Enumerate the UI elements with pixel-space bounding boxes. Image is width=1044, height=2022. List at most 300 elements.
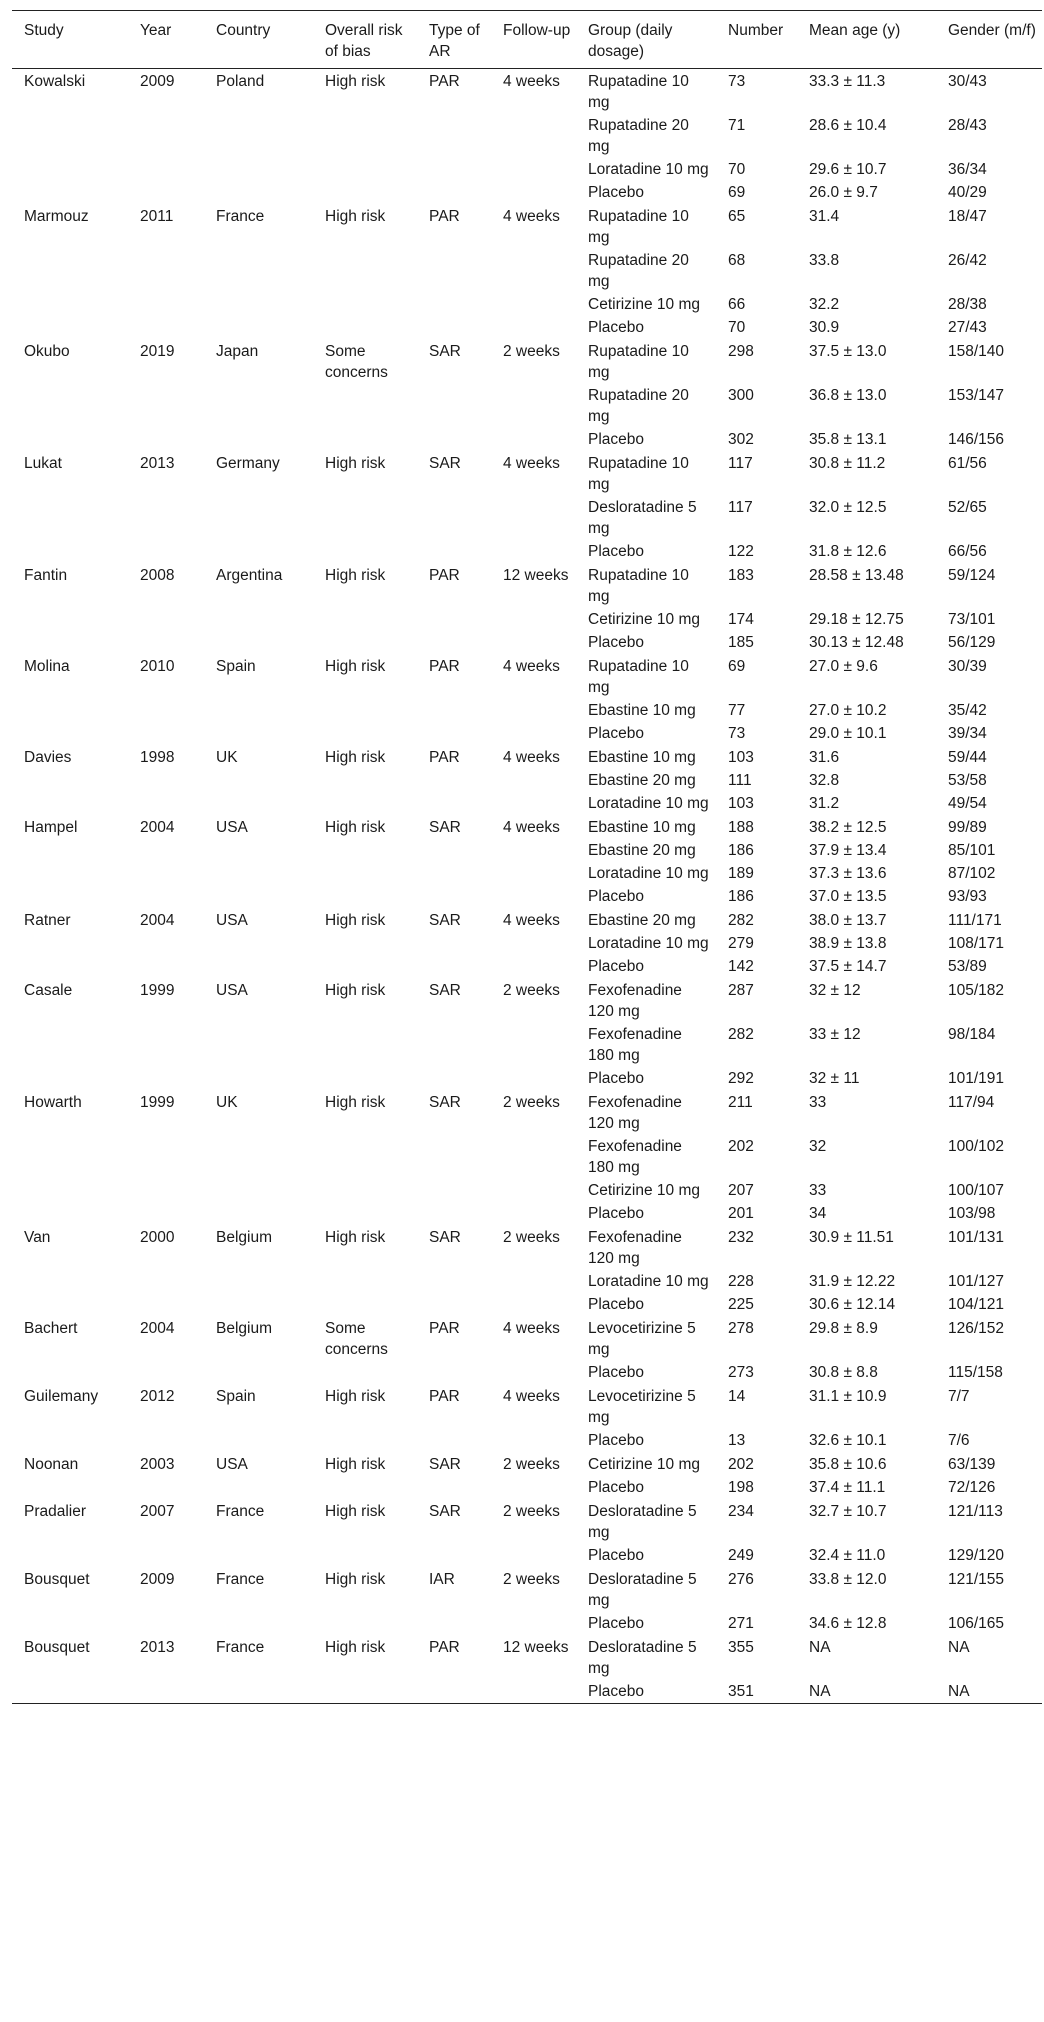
cell-follow-up	[491, 316, 576, 339]
cell-group: Levocetirizine 5 mg	[588, 1320, 696, 1358]
cell-number: 298	[728, 343, 754, 360]
cell-study	[12, 1293, 128, 1316]
table-row	[12, 1635, 1042, 1680]
cell-type-of-ar	[417, 955, 491, 978]
cell-country	[204, 428, 313, 451]
cell-study: Ratner	[24, 912, 71, 929]
cell-number: 183	[728, 567, 754, 584]
cell-risk-of-bias	[313, 1023, 417, 1067]
cell-risk-of-bias: Some concerns	[325, 343, 388, 381]
cell-type-of-ar: PAR	[429, 208, 460, 225]
cell-year	[128, 885, 204, 908]
cell-type-of-ar: PAR	[429, 1639, 460, 1656]
cell-gender: 108/171	[948, 935, 1005, 952]
cell-year	[128, 384, 204, 428]
cell-number: 73	[728, 725, 746, 742]
cell-risk-of-bias	[313, 1429, 417, 1452]
cell-mean-age: 38.9 ± 13.8	[809, 935, 887, 952]
cell-mean-age: 35.8 ± 13.1	[809, 431, 887, 448]
cell-gender: 85/101	[948, 842, 996, 859]
cell-group: Rupatadine 10 mg	[588, 73, 689, 111]
cell-country	[204, 839, 313, 862]
cell-year	[128, 496, 204, 540]
cell-mean-age: 27.0 ± 9.6	[809, 658, 878, 675]
cell-study: Bachert	[24, 1320, 78, 1337]
cell-risk-of-bias	[313, 316, 417, 339]
cell-year	[128, 839, 204, 862]
cell-gender: 98/184	[948, 1026, 996, 1043]
cell-group: Placebo	[588, 431, 645, 448]
cell-group: Placebo	[588, 184, 645, 201]
cell-study	[12, 1023, 128, 1067]
cell-study: Lukat	[24, 455, 62, 472]
cell-year	[128, 792, 204, 815]
cell-risk-of-bias: High risk	[325, 912, 386, 929]
table-row	[12, 815, 1042, 839]
cell-gender: 106/165	[948, 1615, 1005, 1632]
cell-follow-up	[491, 1429, 576, 1452]
cell-type-of-ar: PAR	[429, 73, 460, 90]
cell-mean-age: 35.8 ± 10.6	[809, 1456, 887, 1473]
cell-mean-age: 32 ± 12	[809, 982, 861, 999]
cell-risk-of-bias	[313, 158, 417, 181]
cell-country: Germany	[216, 455, 280, 472]
cell-gender: 101/127	[948, 1273, 1005, 1290]
cell-group: Desloratadine 5 mg	[588, 1503, 697, 1541]
cell-gender: 117/94	[948, 1094, 995, 1111]
cell-gender: 35/42	[948, 702, 987, 719]
cell-gender: 28/43	[948, 117, 987, 134]
cell-country: UK	[216, 749, 238, 766]
table-row	[12, 932, 1042, 955]
cell-risk-of-bias	[313, 1476, 417, 1499]
cell-country	[204, 1023, 313, 1067]
cell-study: Marmouz	[24, 208, 89, 225]
cell-mean-age: 32 ± 11	[809, 1070, 860, 1087]
cell-year	[128, 932, 204, 955]
cell-gender: 30/43	[948, 73, 987, 90]
cell-number: 103	[728, 795, 754, 812]
table-row	[12, 1612, 1042, 1635]
cell-gender: 129/120	[948, 1547, 1005, 1564]
cell-type-of-ar	[417, 1293, 491, 1316]
table-row	[12, 908, 1042, 932]
cell-year	[128, 1202, 204, 1225]
cell-type-of-ar	[417, 1361, 491, 1384]
cell-group: Placebo	[588, 1364, 645, 1381]
cell-gender: 158/140	[948, 343, 1005, 360]
cell-type-of-ar	[417, 1476, 491, 1499]
cell-country	[204, 885, 313, 908]
cell-follow-up	[491, 1067, 576, 1090]
cell-country: Argentina	[216, 567, 283, 584]
cell-country	[204, 1544, 313, 1567]
cell-country: Japan	[216, 343, 259, 360]
cell-risk-of-bias: High risk	[325, 982, 386, 999]
cell-follow-up	[491, 699, 576, 722]
cell-year	[128, 1293, 204, 1316]
cell-follow-up	[491, 722, 576, 745]
header-follow-up: Follow-up	[503, 22, 571, 39]
cell-type-of-ar	[417, 862, 491, 885]
cell-number: 232	[728, 1229, 754, 1246]
cell-year: 2010	[140, 658, 175, 675]
cell-follow-up: 4 weeks	[503, 1388, 560, 1405]
cell-group: Rupatadine 10 mg	[588, 658, 689, 696]
cell-gender: 99/89	[948, 819, 987, 836]
cell-gender: 7/7	[948, 1388, 970, 1405]
cell-gender: 27/43	[948, 319, 987, 336]
cell-follow-up	[491, 1476, 576, 1499]
table-row	[12, 1202, 1042, 1225]
cell-type-of-ar: IAR	[429, 1571, 455, 1588]
cell-year	[128, 114, 204, 158]
cell-group: Desloratadine 5 mg	[588, 1639, 697, 1677]
cell-mean-age: 37.3 ± 13.6	[809, 865, 887, 882]
table-row	[12, 654, 1042, 699]
cell-type-of-ar	[417, 1179, 491, 1202]
cell-mean-age: 33 ± 12	[809, 1026, 861, 1043]
cell-type-of-ar	[417, 1680, 491, 1704]
cell-number: 71	[728, 117, 746, 134]
cell-group: Loratadine 10 mg	[588, 161, 709, 178]
cell-number: 351	[728, 1683, 754, 1700]
cell-risk-of-bias	[313, 540, 417, 563]
cell-follow-up: 2 weeks	[503, 982, 560, 999]
cell-number: 282	[728, 1026, 754, 1043]
cell-group: Fexofenadine 180 mg	[588, 1026, 682, 1064]
cell-type-of-ar: SAR	[429, 1503, 461, 1520]
cell-mean-age: 31.8 ± 12.6	[809, 543, 887, 560]
cell-group: Levocetirizine 5 mg	[588, 1388, 696, 1426]
cell-year	[128, 862, 204, 885]
cell-type-of-ar: SAR	[429, 1094, 461, 1111]
cell-follow-up: 4 weeks	[503, 73, 560, 90]
cell-risk-of-bias	[313, 1067, 417, 1090]
cell-mean-age: 30.8 ± 8.8	[809, 1364, 878, 1381]
cell-year: 2000	[140, 1229, 175, 1246]
cell-country: France	[216, 1571, 265, 1588]
cell-mean-age: NA	[809, 1683, 831, 1700]
cell-group: Loratadine 10 mg	[588, 1273, 709, 1290]
cell-country	[204, 769, 313, 792]
cell-gender: 39/34	[948, 725, 987, 742]
cell-group: Loratadine 10 mg	[588, 865, 709, 882]
cell-group: Desloratadine 5 mg	[588, 1571, 697, 1609]
cell-group: Placebo	[588, 725, 645, 742]
cell-type-of-ar: PAR	[429, 567, 460, 584]
cell-type-of-ar: PAR	[429, 1320, 460, 1337]
cell-follow-up: 4 weeks	[503, 819, 560, 836]
table-row	[12, 1384, 1042, 1429]
cell-group: Placebo	[588, 1479, 645, 1496]
cell-study	[12, 955, 128, 978]
cell-country	[204, 1293, 313, 1316]
cell-country	[204, 293, 313, 316]
cell-risk-of-bias	[313, 885, 417, 908]
cell-follow-up: 4 weeks	[503, 749, 560, 766]
header-type-of-ar: Type of AR	[429, 22, 480, 60]
cell-country	[204, 1135, 313, 1179]
cell-risk-of-bias	[313, 1612, 417, 1635]
cell-follow-up	[491, 839, 576, 862]
cell-group: Fexofenadine 120 mg	[588, 982, 682, 1020]
cell-risk-of-bias: High risk	[325, 1229, 386, 1246]
cell-group: Placebo	[588, 1432, 645, 1449]
cell-study	[12, 293, 128, 316]
cell-type-of-ar	[417, 181, 491, 204]
cell-type-of-ar	[417, 496, 491, 540]
cell-group: Placebo	[588, 888, 645, 905]
cell-type-of-ar: SAR	[429, 1456, 461, 1473]
cell-mean-age: 37.5 ± 14.7	[809, 958, 887, 975]
cell-number: 66	[728, 296, 746, 313]
cell-study	[12, 181, 128, 204]
cell-country: Belgium	[216, 1320, 272, 1337]
cell-country: Belgium	[216, 1229, 272, 1246]
cell-study	[12, 1067, 128, 1090]
table-row	[12, 158, 1042, 181]
cell-number: 282	[728, 912, 754, 929]
cell-group: Fexofenadine 120 mg	[588, 1094, 682, 1132]
cell-country	[204, 384, 313, 428]
cell-group: Rupatadine 20 mg	[588, 252, 689, 290]
cell-country	[204, 181, 313, 204]
cell-type-of-ar: SAR	[429, 819, 461, 836]
cell-mean-age: 32.7 ± 10.7	[809, 1503, 887, 1520]
cell-country	[204, 1361, 313, 1384]
cell-type-of-ar	[417, 249, 491, 293]
table-row	[12, 384, 1042, 428]
cell-number: 13	[728, 1432, 746, 1449]
table-row	[12, 1429, 1042, 1452]
cell-mean-age: 28.6 ± 10.4	[809, 117, 887, 134]
table-row	[12, 1135, 1042, 1179]
header-country: Country	[216, 22, 271, 39]
cell-follow-up	[491, 181, 576, 204]
cell-country: Poland	[216, 73, 265, 90]
cell-mean-age: 31.1 ± 10.9	[809, 1388, 887, 1405]
cell-number: 186	[728, 842, 754, 859]
cell-country	[204, 608, 313, 631]
cell-number: 228	[728, 1273, 754, 1290]
table-row	[12, 722, 1042, 745]
cell-country	[204, 1179, 313, 1202]
cell-risk-of-bias	[313, 1293, 417, 1316]
header-row	[12, 11, 1042, 69]
cell-risk-of-bias	[313, 862, 417, 885]
cell-risk-of-bias	[313, 293, 417, 316]
cell-number: 300	[728, 387, 754, 404]
cell-gender: 49/54	[948, 795, 987, 812]
cell-study: Guilemany	[24, 1388, 99, 1405]
cell-mean-age: 37.0 ± 13.5	[809, 888, 887, 905]
table-row	[12, 1293, 1042, 1316]
cell-risk-of-bias	[313, 792, 417, 815]
cell-mean-age: 30.13 ± 12.48	[809, 634, 904, 651]
cell-group: Placebo	[588, 1205, 645, 1222]
cell-number: 211	[728, 1094, 753, 1111]
table-row	[12, 1544, 1042, 1567]
cell-gender: 28/38	[948, 296, 987, 313]
cell-type-of-ar	[417, 316, 491, 339]
cell-gender: 18/47	[948, 208, 987, 225]
cell-number: 117	[728, 455, 753, 472]
cell-follow-up: 12 weeks	[503, 1639, 569, 1656]
cell-country: France	[216, 1503, 265, 1520]
cell-number: 292	[728, 1070, 754, 1087]
cell-gender: 126/152	[948, 1320, 1005, 1337]
cell-risk-of-bias	[313, 1544, 417, 1567]
cell-country	[204, 114, 313, 158]
cell-mean-age: 33	[809, 1094, 827, 1111]
cell-risk-of-bias: High risk	[325, 1456, 386, 1473]
cell-follow-up: 2 weeks	[503, 1503, 560, 1520]
cell-follow-up: 2 weeks	[503, 1229, 560, 1246]
cell-follow-up	[491, 769, 576, 792]
cell-risk-of-bias	[313, 249, 417, 293]
cell-number: 188	[728, 819, 754, 836]
cell-number: 70	[728, 319, 746, 336]
cell-group: Cetirizine 10 mg	[588, 1182, 700, 1199]
cell-gender: 111/171	[948, 912, 1002, 929]
cell-year: 2004	[140, 819, 175, 836]
cell-gender: NA	[948, 1639, 970, 1656]
cell-number: 273	[728, 1364, 754, 1381]
cell-follow-up	[491, 249, 576, 293]
cell-risk-of-bias	[313, 1361, 417, 1384]
cell-number: 65	[728, 208, 746, 225]
table-row	[12, 792, 1042, 815]
cell-study	[12, 839, 128, 862]
cell-group: Rupatadine 10 mg	[588, 208, 689, 246]
cell-study	[12, 1429, 128, 1452]
cell-type-of-ar	[417, 722, 491, 745]
cell-type-of-ar	[417, 1202, 491, 1225]
cell-country	[204, 1270, 313, 1293]
cell-follow-up	[491, 158, 576, 181]
cell-gender: 52/65	[948, 499, 987, 516]
cell-country	[204, 1202, 313, 1225]
cell-year	[128, 955, 204, 978]
cell-year	[128, 428, 204, 451]
cell-group: Placebo	[588, 1683, 645, 1700]
cell-mean-age: 32.8	[809, 772, 840, 789]
cell-mean-age: 34.6 ± 12.8	[809, 1615, 887, 1632]
cell-number: 302	[728, 431, 754, 448]
cell-study	[12, 1361, 128, 1384]
cell-risk-of-bias	[313, 932, 417, 955]
cell-year: 1999	[140, 982, 175, 999]
cell-study: Fantin	[24, 567, 68, 584]
cell-follow-up: 2 weeks	[503, 343, 560, 360]
table-row	[12, 563, 1042, 608]
cell-type-of-ar	[417, 769, 491, 792]
table-row	[12, 631, 1042, 654]
cell-country	[204, 158, 313, 181]
table-row	[12, 1476, 1042, 1499]
cell-number: 279	[728, 935, 754, 952]
cell-group: Loratadine 10 mg	[588, 935, 709, 952]
cell-number: 73	[728, 73, 746, 90]
cell-gender: NA	[948, 1683, 970, 1700]
table-row	[12, 1067, 1042, 1090]
cell-year	[128, 540, 204, 563]
cell-study	[12, 1202, 128, 1225]
cell-study: Hampel	[24, 819, 78, 836]
cell-year	[128, 249, 204, 293]
cell-year: 2011	[140, 208, 174, 225]
cell-mean-age: 31.6	[809, 749, 840, 766]
cell-risk-of-bias: High risk	[325, 567, 386, 584]
cell-risk-of-bias: High risk	[325, 1388, 386, 1405]
cell-type-of-ar	[417, 1612, 491, 1635]
cell-study	[12, 792, 128, 815]
cell-year	[128, 158, 204, 181]
cell-year	[128, 722, 204, 745]
cell-follow-up	[491, 114, 576, 158]
cell-number: 355	[728, 1639, 754, 1656]
cell-gender: 26/42	[948, 252, 987, 269]
cell-number: 276	[728, 1571, 754, 1588]
cell-follow-up	[491, 1544, 576, 1567]
cell-number: 122	[728, 543, 754, 560]
cell-country: USA	[216, 1456, 248, 1473]
cell-number: 77	[728, 702, 746, 719]
cell-gender: 146/156	[948, 431, 1005, 448]
cell-risk-of-bias	[313, 1135, 417, 1179]
cell-number: 103	[728, 749, 754, 766]
cell-follow-up	[491, 955, 576, 978]
cell-study: Van	[24, 1229, 51, 1246]
cell-study: Okubo	[24, 343, 70, 360]
cell-country	[204, 540, 313, 563]
cell-follow-up: 4 weeks	[503, 208, 560, 225]
cell-year	[128, 1361, 204, 1384]
cell-group: Ebastine 20 mg	[588, 912, 696, 929]
cell-gender: 121/155	[948, 1571, 1005, 1588]
cell-study: Noonan	[24, 1456, 79, 1473]
table-body	[12, 69, 1042, 1704]
cell-type-of-ar	[417, 608, 491, 631]
cell-follow-up	[491, 1179, 576, 1202]
cell-number: 207	[728, 1182, 754, 1199]
cell-type-of-ar	[417, 158, 491, 181]
cell-study: Kowalski	[24, 73, 86, 90]
cell-year	[128, 1179, 204, 1202]
cell-risk-of-bias: High risk	[325, 658, 386, 675]
table-row	[12, 1270, 1042, 1293]
cell-risk-of-bias: High risk	[325, 1094, 386, 1111]
cell-gender: 7/6	[948, 1432, 970, 1449]
cell-type-of-ar	[417, 1067, 491, 1090]
cell-risk-of-bias: High risk	[325, 749, 386, 766]
cell-group: Ebastine 20 mg	[588, 842, 696, 859]
cell-gender: 30/39	[948, 658, 987, 675]
cell-mean-age: 38.0 ± 13.7	[809, 912, 887, 929]
table-row	[12, 428, 1042, 451]
cell-mean-age: 30.6 ± 12.14	[809, 1296, 896, 1313]
cell-country	[204, 631, 313, 654]
cell-risk-of-bias	[313, 839, 417, 862]
cell-country	[204, 1067, 313, 1090]
cell-year: 2008	[140, 567, 175, 584]
cell-group: Rupatadine 10 mg	[588, 455, 689, 493]
cell-year	[128, 699, 204, 722]
table-row	[12, 293, 1042, 316]
cell-country	[204, 862, 313, 885]
cell-follow-up: 4 weeks	[503, 1320, 560, 1337]
